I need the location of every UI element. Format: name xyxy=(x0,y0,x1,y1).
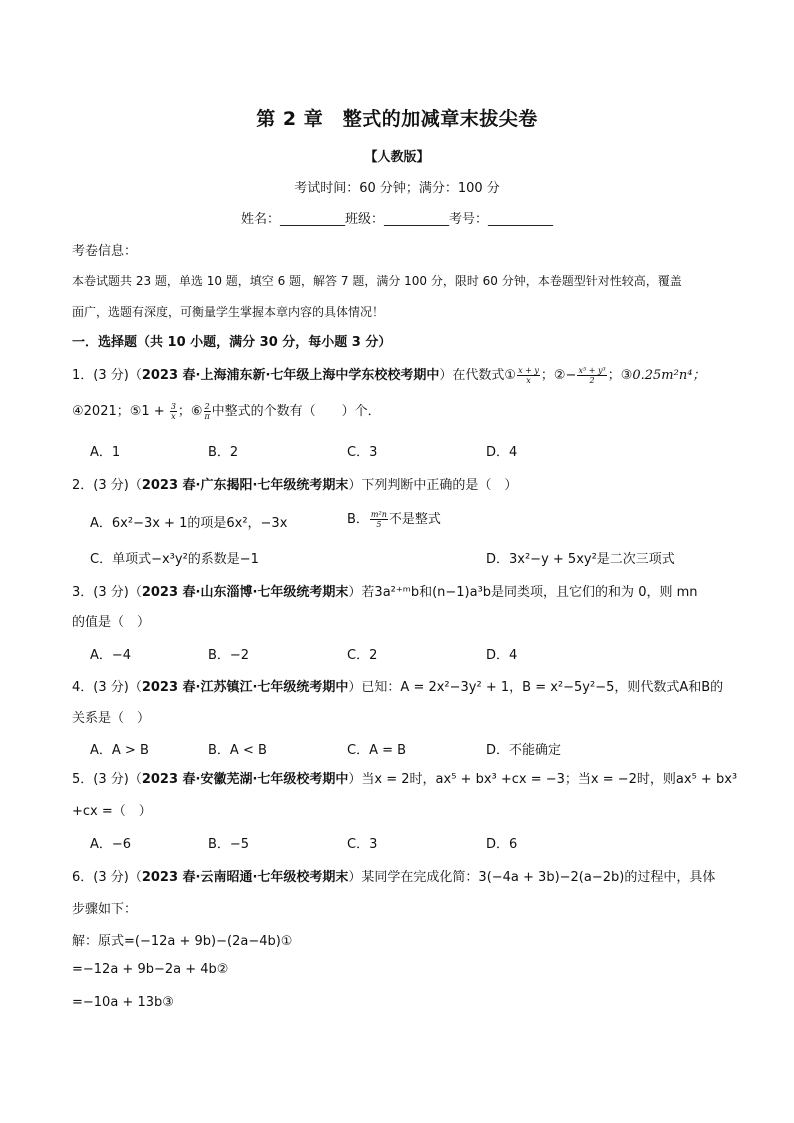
question-4-source: 2023 春·江苏镇江·七年级统考期中 xyxy=(141,680,349,695)
question-3-prefix: 3．(3 分)（ xyxy=(72,585,142,600)
question-1-line-2-c: 中整式的个数有（ ）个． xyxy=(211,404,381,419)
question-1-separator-1: ；②− xyxy=(540,368,577,383)
question-3-line-2: 的值是（ ） xyxy=(72,615,151,630)
notice-line-1: 本卷试题共 23 题，单选 10 题，填空 6 题，解答 7 题，满分 100 分，限时 60 分钟，本卷题型针对性较高，覆盖 xyxy=(72,274,682,288)
question-6-step-2: =−12a + 9b−2a + 4b② xyxy=(72,962,229,977)
student-info-line: 姓名：__________班级：__________考号：__________ xyxy=(240,212,553,227)
question-1-stem: ）在代数式① xyxy=(439,368,517,383)
question-1-line-2-b: ；⑥ xyxy=(177,404,203,419)
question-3-option-b[interactable]: B．−2 xyxy=(208,648,250,663)
question-4-option-d[interactable]: D．不能确定 xyxy=(486,743,562,758)
question-3-line-1 xyxy=(72,581,724,600)
question-1-option-d[interactable]: D．4 xyxy=(486,445,518,460)
question-2-option-c[interactable]: C．单项式−x³y²的系数是−1 xyxy=(90,552,259,567)
notice-line-2: 面广，选题有深度，可衡量学生掌握本章内容的具体情况！ xyxy=(72,305,385,319)
fraction-4-numerator: 2 xyxy=(204,402,210,411)
question-2-line-1 xyxy=(72,474,724,493)
fraction-5-numerator: m²n xyxy=(370,510,387,519)
question-2-source: 2023 春·广东揭阳·七年级统考期末 xyxy=(141,478,349,493)
question-6-source: 2023 春·云南昭通·七年级校考期末 xyxy=(141,870,349,885)
question-3-source: 2023 春·山东淄博·七年级统考期末 xyxy=(141,585,349,600)
question-1-option-a[interactable]: A．1 xyxy=(90,445,121,460)
question-4-line-2: 关系是（ ） xyxy=(72,711,151,726)
question-1-separator-2: ；③ xyxy=(607,368,633,383)
question-3-stem: ）若3a²⁺ᵐb和(n−1)a³b是同类项，且它们的和为 0，则 mn xyxy=(348,585,698,600)
question-1-prefix: 1．(3 分)（ xyxy=(72,368,142,383)
fraction-3-numerator: 3 xyxy=(170,402,176,411)
question-5-line-2: +cx =（ ） xyxy=(72,804,152,819)
question-5-option-a[interactable]: A．−6 xyxy=(90,837,132,852)
fraction-1-numerator: x + y xyxy=(518,366,539,375)
question-1-option-b[interactable]: B．2 xyxy=(208,445,239,460)
fraction-2-numerator: x⁵ + y³ xyxy=(578,366,606,375)
notice-heading: 考卷信息： xyxy=(72,244,138,259)
question-2-prefix: 2．(3 分)（ xyxy=(72,478,142,493)
fraction-3 xyxy=(170,402,177,421)
question-3-option-d[interactable]: D．4 xyxy=(486,648,518,663)
question-5-prefix: 5．(3 分)（ xyxy=(72,772,142,787)
exam-time: 考试时间：60 分钟；满分：100 分 xyxy=(294,181,500,196)
question-4-option-c[interactable]: C．A = B xyxy=(347,743,407,758)
fraction-4-denominator: π xyxy=(204,412,210,421)
question-6-stem: ）某同学在完成化简：3(−4a + 3b)−2(a−2b)的过程中，具体 xyxy=(348,870,716,885)
question-5-line-1 xyxy=(72,768,738,787)
question-1-line-2 xyxy=(72,400,724,421)
page-title: 第 2 章 整式的加减章末拔尖卷 xyxy=(256,108,538,130)
question-6-line-1 xyxy=(72,866,724,885)
question-2-stem: ）下列判断中正确的是（ ） xyxy=(348,478,518,493)
question-6-step-3: =−10a + 13b③ xyxy=(72,995,174,1010)
question-1-line-1 xyxy=(72,364,724,385)
fraction-3-denominator: x xyxy=(171,412,176,421)
question-3-option-c[interactable]: C．2 xyxy=(347,648,378,663)
question-5-option-d[interactable]: D．6 xyxy=(486,837,518,852)
fraction-5 xyxy=(370,510,388,529)
question-3-option-a[interactable]: A．−4 xyxy=(90,648,132,663)
question-4-stem: ）已知：A = 2x²−3y² + 1，B = x²−5y²−5，则代数式A和B的 xyxy=(348,680,724,695)
question-4-line-1 xyxy=(72,676,724,695)
question-5-source: 2023 春·安徽芜湖·七年级校考期中 xyxy=(141,772,349,787)
term-3: 0.25m²n⁴； xyxy=(632,368,706,383)
question-2-option-b-text: 不是整式 xyxy=(388,512,441,527)
question-6-step-1: 解：原式=(−12a + 9b)−(2a−4b)① xyxy=(72,934,293,949)
fraction-4 xyxy=(204,402,211,421)
question-2-option-b-label: B． xyxy=(347,512,369,527)
fraction-5-denominator: 5 xyxy=(376,520,382,529)
question-1-line-2-a: ④2021；⑤1 + xyxy=(72,404,169,419)
question-2-option-a[interactable]: A．6x²−3x + 1的项是6x²，−3x xyxy=(90,516,288,531)
section-heading: 一．选择题（共 10 小题，满分 30 分，每小题 3 分） xyxy=(72,335,392,350)
question-4-option-b[interactable]: B．A < B xyxy=(208,743,267,758)
fraction-2-denominator: 2 xyxy=(589,376,595,385)
question-4-prefix: 4．(3 分)（ xyxy=(72,680,142,695)
question-2-option-b[interactable] xyxy=(347,508,441,529)
fraction-1-denominator: x xyxy=(526,376,531,385)
question-2-option-d[interactable]: D．3x²−y + 5xy²是二次三项式 xyxy=(486,552,675,567)
question-6-prefix: 6．(3 分)（ xyxy=(72,870,142,885)
question-6-line-2: 步骤如下： xyxy=(72,902,138,917)
fraction-2 xyxy=(577,366,606,385)
question-5-option-b[interactable]: B．−5 xyxy=(208,837,250,852)
question-1-source: 2023 春·上海浦东新·七年级上海中学东校校考期中 xyxy=(141,368,440,383)
fraction-1 xyxy=(517,366,540,385)
edition-label: 【人教版】 xyxy=(364,150,430,165)
question-1-option-c[interactable]: C．3 xyxy=(347,445,378,460)
question-5-option-c[interactable]: C．3 xyxy=(347,837,378,852)
question-4-option-a[interactable]: A．A > B xyxy=(90,743,149,758)
question-5-stem: ）当x = 2时，ax⁵ + bx³ +cx = −3；当x = −2时，则ax⁵ + bx³ xyxy=(348,772,738,787)
